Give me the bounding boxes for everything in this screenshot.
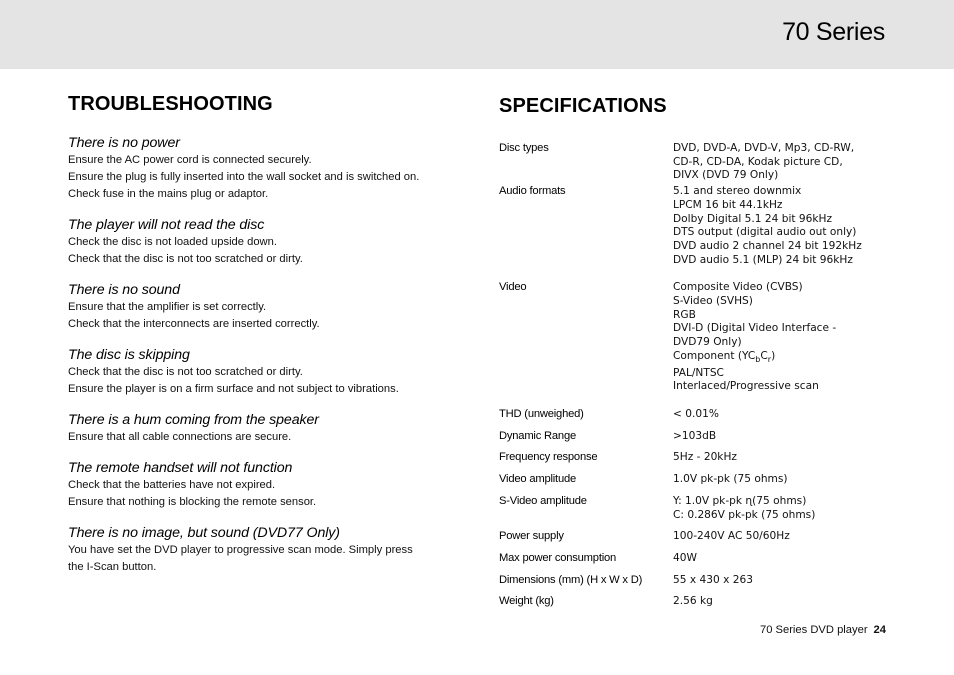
troubleshooting-item-line: the I-Scan button.	[68, 561, 157, 573]
spec-value-line: S-Video (SVHS)	[673, 295, 753, 308]
spec-label: Audio formats	[499, 185, 566, 198]
spec-value-line: 55 x 430 x 263	[673, 573, 753, 586]
troubleshooting-item-title: The player will not read the disc	[68, 217, 265, 233]
spec-value	[673, 142, 899, 183]
spec-label: Disc types	[499, 142, 549, 154]
spec-value-line: DVD audio 5.1 (MLP) 24 bit 96kHz	[673, 253, 853, 266]
spec-value	[673, 451, 899, 465]
spec-value-line: PAL/NTSC	[673, 366, 724, 379]
spec-row	[499, 530, 899, 544]
spec-value	[673, 408, 899, 422]
spec-row	[499, 574, 899, 588]
troubleshooting-item	[68, 281, 468, 333]
spec-label: S-Video amplitude	[499, 494, 587, 507]
spec-value	[673, 530, 899, 544]
spec-value-line: 1.0V pk-pk (75 ohms)	[673, 473, 788, 486]
troubleshooting-heading: TROUBLESHOOTING	[68, 93, 273, 115]
spec-value	[673, 185, 899, 267]
troubleshooting-item-title: There is no image, but sound (DVD77 Only)	[68, 525, 340, 541]
spec-row	[499, 408, 899, 422]
spec-value-line: 100-240V AC 50/60Hz	[673, 530, 790, 543]
troubleshooting-item-title: The remote handset will not function	[68, 460, 293, 476]
troubleshooting-item-line: Ensure that nothing is blocking the remote sensor.	[68, 496, 317, 508]
specifications-table	[499, 142, 899, 609]
spec-value-line: >103dB	[673, 429, 717, 442]
spec-value-line: Dolby Digital 5.1 24 bit 96kHz	[673, 212, 833, 225]
spec-value-line: DVI-D (Digital Video Interface -	[673, 322, 837, 335]
spec-value-line: C: 0.286V pk-pk (75 ohms)	[673, 508, 816, 521]
spec-value	[673, 574, 899, 588]
spec-value-line: DVD79 Only)	[673, 336, 742, 349]
page-number: 24	[873, 624, 886, 636]
spec-value-line: < 0.01%	[673, 408, 719, 421]
troubleshooting-item-title: There is no power	[68, 135, 180, 151]
page-footer	[760, 624, 886, 636]
troubleshooting-item	[68, 411, 468, 446]
specifications-heading: SPECIFICATIONS	[499, 95, 667, 117]
troubleshooting-item-line: Ensure the plug is fully inserted into the wall socket and is switched on.	[68, 171, 420, 183]
spec-value-line: RGB	[673, 308, 696, 321]
troubleshooting-item-title: There is a hum coming from the speaker	[68, 412, 319, 428]
spec-value-line: 2.56 kg	[673, 595, 713, 608]
spec-label: Video amplitude	[499, 473, 577, 486]
spec-value	[673, 473, 899, 487]
troubleshooting-item	[68, 459, 468, 511]
spec-value-line: Composite Video (CVBS)	[673, 281, 803, 294]
spec-value-line: DVD audio 2 channel 24 bit 192kHz	[673, 239, 862, 252]
spec-value-line: 40W	[673, 551, 697, 564]
spec-row	[499, 473, 899, 487]
spec-row	[499, 552, 899, 566]
troubleshooting-item-line: Check that the batteries have not expired.	[68, 479, 276, 491]
footer-text: 70 Series DVD player	[759, 624, 868, 636]
troubleshooting-item	[68, 134, 468, 203]
spec-label: THD (unweighed)	[499, 408, 584, 421]
spec-label: Dimensions (mm) (H x W x D)	[499, 573, 643, 586]
spec-label: Max power consumption	[499, 551, 617, 564]
spec-label: Weight (kg)	[499, 595, 554, 608]
spec-value-line: Interlaced/Progressive scan	[673, 380, 819, 393]
spec-value-line: DVD, DVD-A, DVD-V, Mp3, CD-RW,	[673, 142, 855, 154]
spec-row	[499, 430, 899, 444]
spec-value-line: LPCM 16 bit 44.1kHz	[673, 198, 783, 211]
spec-value	[673, 430, 899, 444]
spec-value	[673, 552, 899, 566]
troubleshooting-item-line: Check fuse in the mains plug or adaptor.	[68, 188, 269, 200]
spec-row	[499, 185, 899, 267]
troubleshooting-item-line: Check the disc is not loaded upside down.	[68, 236, 277, 248]
troubleshooting-item	[68, 216, 468, 268]
spec-row	[499, 281, 899, 394]
troubleshooting-item-line: Check that the disc is not too scratched or dirty.	[68, 253, 303, 265]
troubleshooting-item-line: Ensure the AC power cord is connected securely.	[68, 154, 312, 166]
troubleshooting-item-line: You have set the DVD player to progressive scan mode. Simply press	[68, 544, 413, 556]
spec-row	[499, 142, 899, 183]
spec-value	[673, 595, 899, 609]
spec-label: Power supply	[499, 530, 564, 543]
spec-value	[673, 281, 899, 394]
spec-row	[499, 451, 899, 465]
spec-value-line: Y: 1.0V pk-pk ɳ(75 ohms)	[673, 494, 807, 507]
troubleshooting-item-line: Ensure that the amplifier is set correctly.	[68, 301, 267, 313]
troubleshooting-item-line: Ensure that all cable connections are secure.	[68, 431, 292, 443]
spec-row	[499, 495, 899, 522]
spec-label: Dynamic Range	[499, 429, 576, 442]
troubleshooting-item-line: Check that the interconnects are inserted correctly.	[68, 318, 320, 330]
spec-value-line: 5Hz - 20kHz	[673, 451, 737, 464]
troubleshooting-item	[68, 346, 468, 398]
spec-value	[673, 495, 899, 522]
spec-value-line: 5.1 and stereo downmix	[673, 185, 802, 198]
troubleshooting-item-title: The disc is skipping	[68, 347, 190, 363]
spec-value-line: DIVX (DVD 79 Only)	[673, 169, 779, 182]
spec-label: Frequency response	[499, 451, 598, 464]
troubleshooting-list	[68, 134, 468, 589]
troubleshooting-item-title: There is no sound	[68, 282, 180, 298]
troubleshooting-item	[68, 524, 468, 576]
troubleshooting-item-line: Ensure the player is on a firm surface and not subject to vibrations.	[68, 383, 399, 395]
series-title: 70 Series	[782, 18, 885, 46]
spec-value-line: DTS output (digital audio out only)	[673, 226, 857, 239]
troubleshooting-item-line: Check that the disc is not too scratched or dirty.	[68, 366, 303, 378]
spec-value-line: Component $(YC_bC_r)$	[673, 349, 776, 364]
spec-label: Video	[499, 281, 527, 294]
spec-value-line: CD-R, CD-DA, Kodak picture CD,	[673, 155, 843, 168]
spec-row	[499, 595, 899, 609]
